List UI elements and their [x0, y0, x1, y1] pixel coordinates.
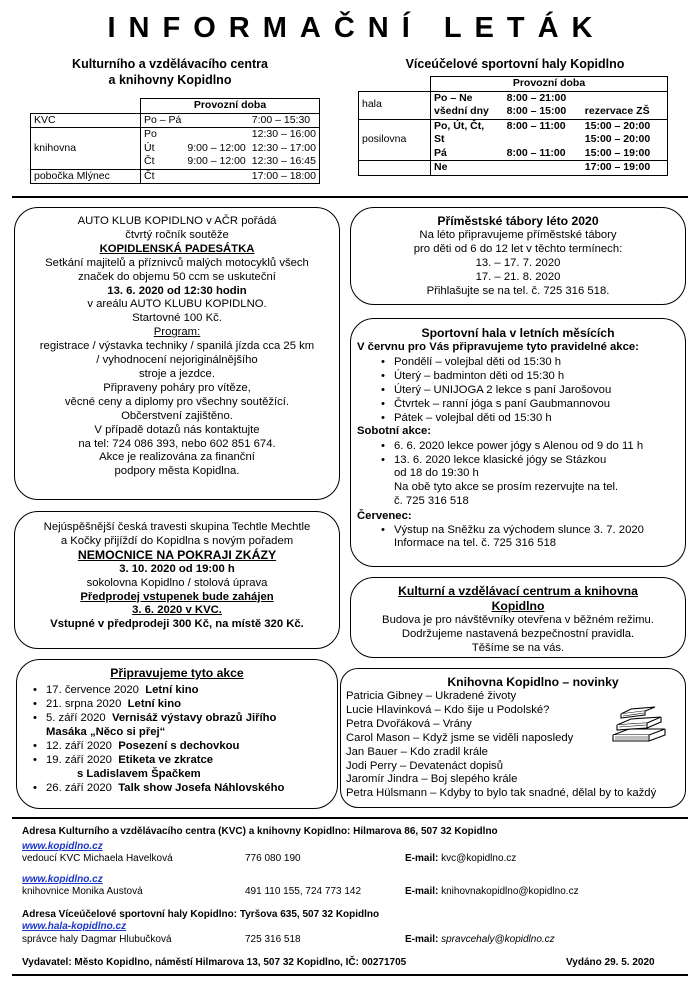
- list-item: • 21. srpna 2020 Letní kino: [33, 697, 337, 711]
- kvc-address: Adresa Kulturního a vzdělávacího centra (KVC) a knihovny Kopidlno: Hilmarova 86, 507 32 Kopidlno: [22, 826, 498, 837]
- kvc-box: Kulturní a vzdělávací centrum a knihovna Kopidlno Budova je pro návštěvníky otevřena v běžném režimu. Dodržujeme nastavená bezpečnostní pravidla. Těšíme se na vás.: [350, 577, 686, 658]
- footer-divider: [12, 817, 688, 819]
- list-item: • Pátek – volejbal děti od 15:30 h: [381, 411, 685, 425]
- bottom-divider: [12, 974, 688, 976]
- books-icon: [609, 705, 669, 747]
- auto-klub-box: AUTO KLUB KOPIDLNO v AČR pořádá čtvrtý ročník soutěže KOPIDLENSKÁ PADESÁTKA Setkání majitelů a příznivců malých motocyklů všech značek do objemu 50 ccm se uskuteční 13. 6. 2020 od 12:30 hodin v areálu AUTO KLUBU KOPIDLNO. Startovné 100 Kč. Program: registrace / výstavka techniky / spanilá jízda cca 25 km / vyhodnocení nejoriginálnějšího stroje a jezdce. Připraveny poháry pro vítěze, věcné ceny a diplomy pro všechny soutěžící. Občerstvení zajištěno. V případě dotazů nás kontaktujte na tel: 724 086 393, nebo 602 851 674. Akce je realizována za finanční podpory města Kopidlna.: [14, 207, 340, 500]
- hala-phone: 725 316 518: [245, 934, 301, 945]
- tabory-title: Příměstské tábory léto 2020: [437, 214, 599, 228]
- kvc-table-head: Provozní doba: [141, 99, 320, 114]
- kvc-manager: vedoucí KVC Michaela Havelková: [22, 853, 173, 864]
- list-item: • Úterý – UNIJOGA 2 lekce s paní Jarošovou: [381, 383, 685, 397]
- list-item: • Čtvrtek – ranní jóga s paní Gaubmannovou: [381, 397, 685, 411]
- akce-box: [16, 659, 338, 809]
- list-item: • Úterý – badminton děti od 15:30 h: [381, 369, 685, 383]
- list-item: • 12. září 2020 Posezení s dechovkou: [33, 739, 337, 753]
- list-item: • 26. září 2020 Talk show Josefa Náhlovského: [33, 781, 337, 795]
- kvc-web-link[interactable]: www.kopidlno.cz: [22, 841, 103, 852]
- row-day: Po – Pá: [144, 113, 182, 126]
- list-item: • 17. července 2020 Letní kino: [33, 683, 337, 697]
- hala-email[interactable]: spravcehaly@kopidlno.cz: [441, 934, 555, 945]
- hala-label: hala: [359, 91, 431, 119]
- list-item-cont: Masáka „Něco si přej“: [46, 726, 166, 738]
- kvc-title-line1: Kulturní a vzdělávací centrum a knihovna: [398, 584, 638, 598]
- novinky-box: [340, 668, 686, 808]
- list-item: • Pondělí – volejbal děti od 15:30 h: [381, 355, 685, 369]
- event-date: 13. 6. 2020 od 12:30 hodin: [107, 284, 247, 297]
- nemocnice-box: Nejúspěšnější česká travesti skupina Techtle Mechtle a Kočky přijíždí do Kopidlna s novým pořadem NEMOCNICE NA POKRAJI ZKÁZY 3. 10. 2020 od 19:00 h sokolovna Kopidlno / stolová úprava Předprodej vstupenek bude zahájen 3. 6. 2020 v KVC. Vstupné v předprodeji 300 Kč, na místě 320 Kč.: [14, 511, 340, 649]
- library-phone: 491 110 155, 724 773 142: [245, 886, 362, 897]
- publisher: Vydavatel: Město Kopidlno, náměstí Hilmarova 13, 507 32 Kopidlno, IČ: 00271705: [22, 957, 407, 968]
- email-label: E-mail:: [405, 853, 439, 864]
- librarian: knihovnice Monika Austová: [22, 886, 143, 897]
- sportovni-hala-box: Sportovní hala v letních měsících V červnu pro Vás připravujeme tyto pravidelné akce: • Pondělí – volejbal děti od 15:30 h • Úterý – badminton děti od 15:30 h • Úterý – UNIJOGA 2 lekce s paní Jarošovou • Čtvrtek – ranní jóga s paní Gaubmannovou • Pátek – volejbal děti od 15:30 h Sobotní akce: • 6. 6. 2020 lekce power jógy s Alenou od 9 do 11 h • 13. 6. 2020 lekce klasické jógy se Stázkou od 18 do 19:30 h Na obě tyto akce se prosím rezervujte na tel. č. 725 316 518 Červenec: • Výstup na Sněžku za východem slunce 3. 7. 2020 Informace na tel. č. 725 316 518: [350, 318, 686, 567]
- kvc-heading-line1: Kulturního a vzdělávacího centra: [72, 57, 268, 71]
- list-item: Jaromír Jindra – Boj slepého krále: [346, 773, 518, 786]
- list-item: Patricia Gibney – Ukradené životy: [346, 690, 517, 702]
- tabory-box: Příměstské tábory léto 2020 Na léto připravujeme příměstské tábory pro děti od 6 do 12 let v těchto termínech: 13. – 17. 7. 2020 17. – 21. 8. 2020 Přihlašujte se na tel. č. 725 316 518.: [350, 207, 686, 305]
- row-label: knihovna: [31, 142, 141, 156]
- hala-table-head: Provozní doba: [431, 77, 668, 92]
- list-item: Carol Mason – Když jsme se viděli naposledy: [346, 731, 574, 744]
- list-item: • 6. 6. 2020 lekce power jógy s Alenou od 9 do 11 h: [381, 439, 685, 453]
- library-email[interactable]: knihovnakopidlno@kopidlno.cz: [441, 886, 579, 897]
- library-web-link[interactable]: www.kopidlno.cz: [22, 874, 103, 885]
- hala-hours-table: Provozní doba hala Po – Ne 8:00 – 21:00 všední dny 8:00 – 15:00 rezervace ZŠ posilovna Po, Út, Čt, 8:00 – 11:00 15:00 – 20:00 St 15:00 – 20:00 Pá 8:00 – 11:00 15:00 – 19:00 Ne 17:00 – 19:00: [358, 76, 668, 176]
- akce-list: [17, 681, 337, 795]
- list-item: • 19. září 2020 Etiketa ve zkratce: [33, 753, 337, 767]
- event-name: NEMOCNICE NA POKRAJI ZKÁZY: [77, 547, 277, 562]
- kvc-title-line2: Kopidlno: [491, 599, 545, 613]
- list-item: • 13. 6. 2020 lekce klasické jógy se Stázkou: [381, 453, 685, 467]
- list-item: Lucie Hlavinková – Kdo šije u Podolské?: [346, 703, 550, 716]
- event-date: 3. 10. 2020 od 19:00 h: [119, 562, 235, 575]
- event-name: KOPIDLENSKÁ PADESÁTKA: [99, 242, 255, 255]
- posilovna-label: posilovna: [359, 119, 431, 161]
- list-item: Jan Bauer – Kdo zradil krále: [346, 745, 488, 758]
- list-item: Jodi Perry – Devatenáct dopisů: [346, 759, 503, 772]
- row-label: KVC: [31, 113, 141, 128]
- row-time: 7:00 – 15:30: [251, 113, 311, 126]
- kvc-heading-line2: a knihovny Kopidlno: [108, 73, 232, 87]
- hala-address: Adresa Víceúčelové sportovní haly Kopidlno: Tyršova 635, 507 32 Kopidlno: [22, 909, 380, 920]
- list-item: Petra Dvořáková – Vrány: [346, 717, 472, 730]
- hala-manager: správce haly Dagmar Hlubučková: [22, 934, 172, 945]
- list-item: • Výstup na Sněžku za východem slunce 3. 7. 2020: [381, 523, 685, 537]
- top-divider: [12, 196, 688, 198]
- novinky-title: Knihovna Kopidlno – novinky: [447, 675, 619, 689]
- kvc-heading: [20, 56, 320, 88]
- page-title: INFORMAČNÍ LETÁK: [107, 12, 606, 44]
- kvc-phone: 776 080 190: [245, 853, 301, 864]
- akce-title: Připravujeme tyto akce: [110, 666, 244, 680]
- issue-date: Vydáno 29. 5. 2020: [566, 957, 655, 968]
- hala-title: Sportovní hala v letních měsících: [421, 326, 615, 340]
- hala-heading: Víceúčelové sportovní haly Kopidlno: [405, 57, 625, 71]
- list-item: • 5. září 2020 Vernisáž výstavy obrazů Jiřího: [33, 711, 337, 725]
- hala-web-link[interactable]: www.hala-kopidlno.cz: [22, 921, 127, 932]
- kvc-hours-table: Provozní doba KVC Po – Pá 7:00 – 15:30 Po 12:30 – 16:00 knihovna Út 9:00 – 12:00 12:30 – 17:00 Čt 9:00 – 12:00 12:30 – 16:45 pobočka Mlýnec Čt 17:00 – 18:00: [30, 98, 320, 184]
- list-item-cont: s Ladislavem Špačkem: [77, 768, 201, 780]
- list-item: Petra Hülsmann – Kdyby to bylo tak snadné, dělal by to každý: [346, 787, 657, 800]
- kvc-email[interactable]: kvc@kopidlno.cz: [441, 853, 517, 864]
